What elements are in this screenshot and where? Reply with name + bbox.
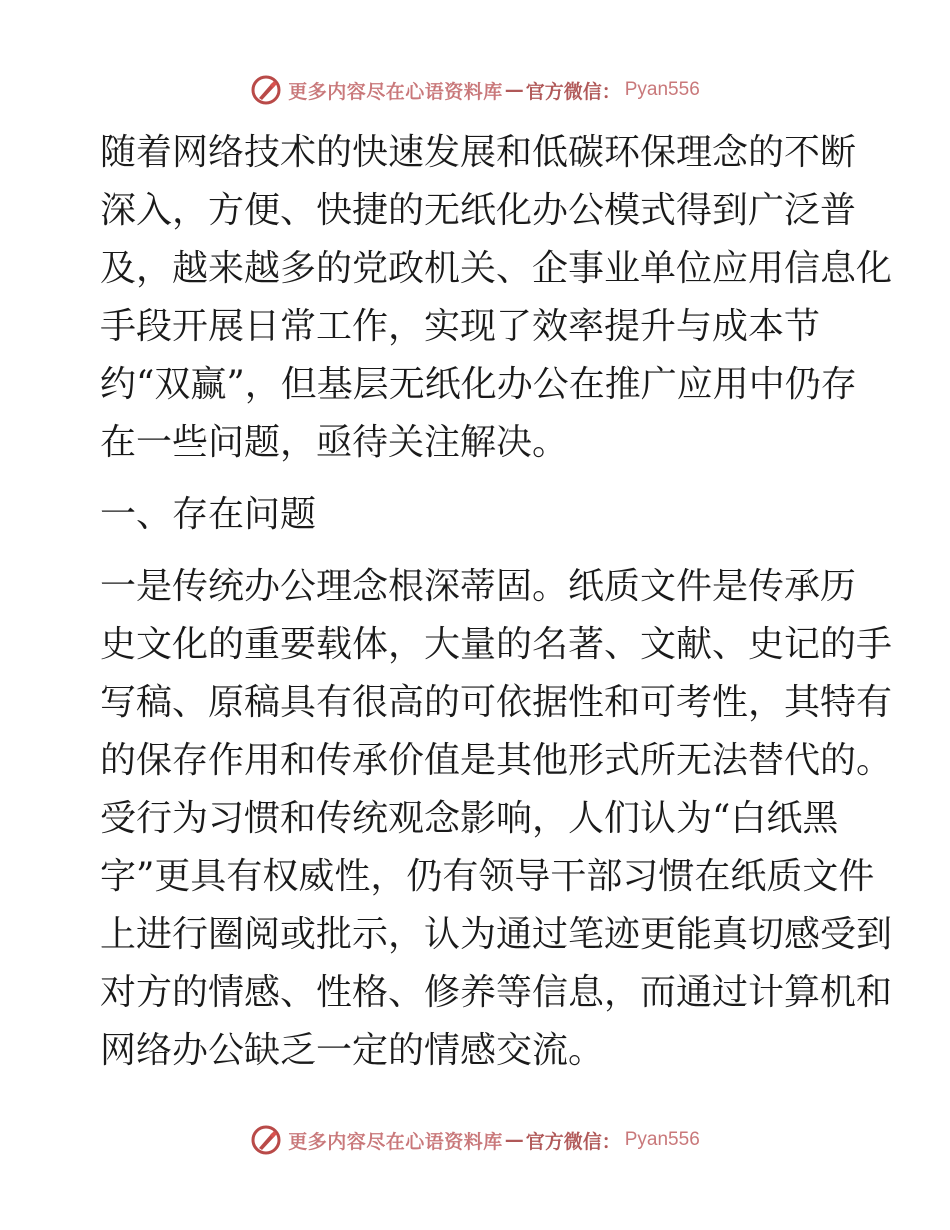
paragraph-line: 一是传统办公理念根深蒂固。纸质文件是传承历 xyxy=(100,566,857,607)
header-banner-text: 更多内容尽在心语资料库 xyxy=(288,80,503,103)
header-banner-wechat-id: Pyan556 xyxy=(624,79,700,100)
footer-banner-text: 更多内容尽在心语资料库 xyxy=(288,1130,503,1153)
footer-banner-wechat-id: Pyan556 xyxy=(624,1129,700,1150)
paragraph-line: 网络办公缺乏一定的情感交流。 xyxy=(100,1030,605,1071)
paragraph-line: 随着网络技术的快速发展和低碳环保理念的不断 xyxy=(100,132,857,173)
paragraph-line: 深入，方便、快捷的无纸化办公模式得到广泛普 xyxy=(100,190,857,231)
quill-logo-icon xyxy=(250,1124,282,1156)
paragraph-line: 在一些问题，亟待关注解决。 xyxy=(100,422,569,463)
section-heading: 一、存在问题 xyxy=(100,494,317,535)
footer-watermark-banner xyxy=(0,1120,950,1160)
paragraph-line: 史文化的重要载体，大量的名著、文献、史记的手 xyxy=(100,624,893,665)
paragraph-line: 受行为习惯和传统观念影响，人们认为“白纸黑 xyxy=(100,798,839,839)
paragraph-line: 及，越来越多的党政机关、企事业单位应用信息化 xyxy=(100,248,893,289)
paragraph-line: 的保存作用和传承价值是其他形式所无法替代的。 xyxy=(100,740,893,781)
document-body xyxy=(100,124,893,1080)
paragraph-line: 对方的情感、性格、修养等信息，而通过计算机和 xyxy=(100,972,893,1013)
paragraph-line: 约“双赢”，但基层无纸化办公在推广应用中仍存 xyxy=(100,364,857,405)
paragraph-line: 字”更具有权威性，仍有领导干部习惯在纸质文件 xyxy=(100,856,875,897)
paragraph-intro xyxy=(100,124,893,472)
paragraph-line: 写稿、原稿具有很高的可依据性和可考性，其特有 xyxy=(100,682,893,723)
header-watermark-banner xyxy=(0,70,950,110)
quill-logo-icon xyxy=(250,74,282,106)
paragraph-issues xyxy=(100,558,893,1080)
paragraph-line: 手段开展日常工作，实现了效率提升与成本节 xyxy=(100,306,821,347)
paragraph-line: 上进行圈阅或批示，认为通过笔迹更能真切感受到 xyxy=(100,914,893,955)
footer-banner-wechat-label: 官方微信： xyxy=(525,1130,621,1153)
footer-banner-dash: — xyxy=(504,1129,524,1151)
header-banner-dash: — xyxy=(504,79,524,101)
header-banner-wechat-label: 官方微信： xyxy=(525,80,621,103)
